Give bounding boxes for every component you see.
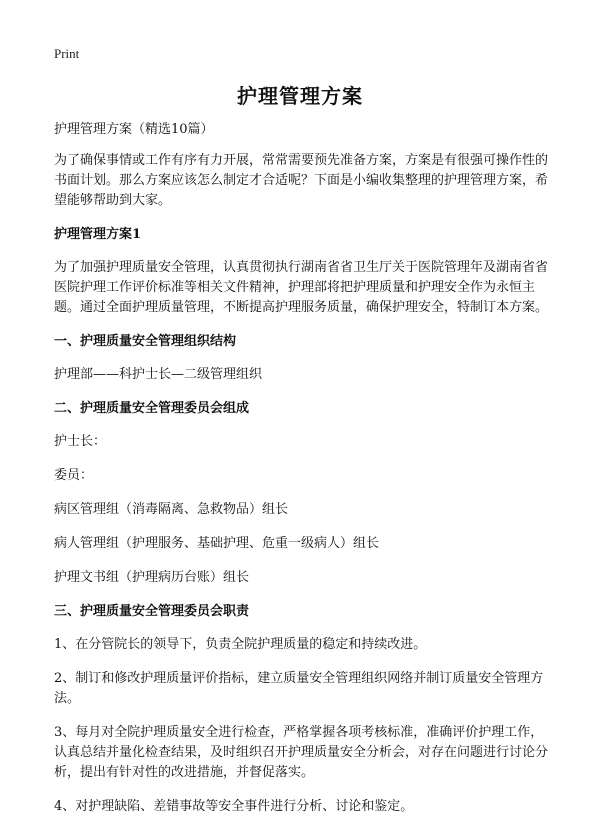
section1-paragraph: 为了加强护理质量安全管理，认真贯彻执行湖南省省卫生厅关于医院管理年及湖南省省医院护理工作评价标准等相关文件精神，护理部将把护理质量和护理安全作为永恒主题。通过全面护理质量管理，不断提高护理服务质量，确保护理安全，特制订本方案。 [54,260,549,315]
document-body [54,120,554,831]
intro-paragraph: 为了确保事情或工作有序有力开展，常常需要预先准备方案，方案是有很强可操作性的书面计划。那么方案应该怎么制定才合适呢？下面是小编收集整理的护理管理方案，希望能够帮助到大家。 [54,153,549,208]
heading-duties: 三、护理质量安全管理委员会职责 [54,604,250,619]
duty-item-2: 2、制订和修改护理质量评价指标，建立质量安全管理组织网络并制订质量安全管理方法。 [54,671,544,706]
page-title: 护理管理方案 [237,84,363,108]
group-patient-management: 病人管理组（护理服务、基础护理、危重一级病人）组长 [54,536,380,551]
heading-org-structure: 一、护理质量安全管理组织结构 [54,334,237,349]
group-nursing-documents: 护理文书组（护理病历台账）组长 [54,570,250,585]
document-subtitle: 护理管理方案（精选10篇） [54,122,214,137]
duty-item-1: 1、在分管院长的领导下，负责全院护理质量的稳定和持续改进。 [54,637,427,652]
org-structure-text: 护理部——科护士长—二级管理组织 [54,367,263,382]
duty-item-4: 4、对护理缺陷、差错事故等安全事件进行分析、讨论和鉴定。 [54,799,414,814]
section1-heading: 护理管理方案1 [54,227,142,242]
heading-committee: 二、护理质量安全管理委员会组成 [54,401,250,416]
group-ward-management: 病区管理组（消毒隔离、急救物品）组长 [54,502,289,517]
head-nurse-line: 护士长： [54,434,107,449]
duty-item-3: 3、每月对全院护理质量安全进行检查，严格掌握各项考核标准，准确评价护理工作，认真总结并量化检查结果，及时组织召开护理质量安全分析会，对存在问题进行讨论分析，提出有针对性的改进措施，并督促落实。 [54,725,549,780]
print-link[interactable]: Print [54,46,80,61]
members-line: 委员： [54,468,94,483]
